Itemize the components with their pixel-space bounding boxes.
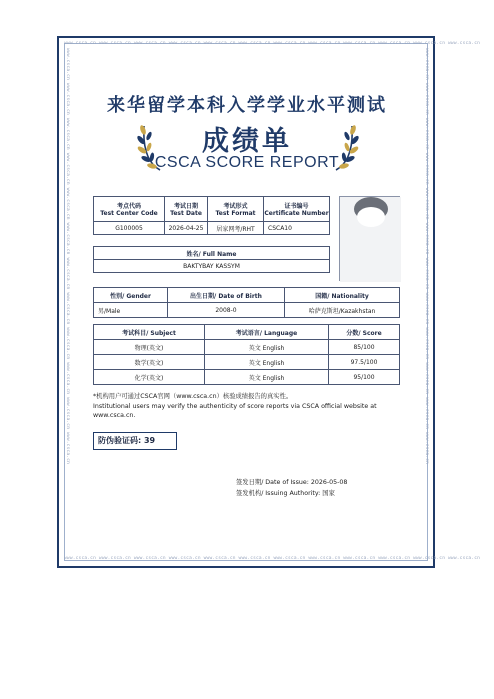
test-center-code-value: G100005 <box>94 222 165 235</box>
gender-value: 男/Male <box>94 303 168 318</box>
score-value: 97.5/100 <box>329 355 400 370</box>
watermark-bottom: www.csca.cn www.csca.cn www.csca.cn www.csca.cn www.csca.cn www.csca.cn www.csca.cn www.csca.cn www.csca.cn www.csca.cn www.csca.cn www.csca.cn <box>64 556 481 561</box>
scores-table <box>93 324 400 385</box>
subject-value: 物理(英文) <box>94 340 205 355</box>
watermark-top: www.csca.cn www.csca.cn www.csca.cn www.csca.cn www.csca.cn www.csca.cn www.csca.cn www.csca.cn www.csca.cn www.csca.cn www.csca.cn www.csca.cn <box>64 41 481 46</box>
candidate-photo <box>339 196 400 281</box>
header-test-format: 考试形式 Test Format <box>208 197 264 222</box>
title-chinese: 来华留学本科入学学业水平测试 <box>107 95 387 116</box>
header-gender: 性别/ Gender <box>94 288 168 303</box>
subject-value: 化学(英文) <box>94 370 205 385</box>
name-table <box>93 246 330 273</box>
personal-info-table <box>93 287 400 318</box>
header-language: 考试语言/ Language <box>205 325 329 340</box>
full-name-value: BAKTYBAY KASSYM <box>94 260 330 273</box>
test-date-value: 2026-04-25 <box>165 222 208 235</box>
anti-counterfeit-code: 防伪验证码: 39 <box>93 432 177 450</box>
score-value: 85/100 <box>329 340 400 355</box>
header-date-of-birth: 出生日期/ Date of Birth <box>168 288 285 303</box>
certificate-number-value: CSCA10 <box>264 222 330 235</box>
title-score-sheet: 成绩单 <box>202 126 292 157</box>
title-english: CSCA SCORE REPORT <box>154 154 340 171</box>
table-row <box>94 340 400 355</box>
language-value: 英文 English <box>205 340 329 355</box>
language-value: 英文 English <box>205 355 329 370</box>
score-value: 95/100 <box>329 370 400 385</box>
header-nationality: 国籍/ Nationality <box>285 288 400 303</box>
header-test-date: 考试日期 Test Date <box>165 197 208 222</box>
verification-note-en-line1: Institutional users may verify the authenticity of score reports via CSCA official website at <box>93 403 377 410</box>
issuing-authority: 签发机构/ Issuing Authority: 国家 <box>236 490 335 497</box>
verification-note-cn: *机构用户可通过CSCA官网（www.csca.cn）核验成绩报告的真实性。 <box>93 393 293 400</box>
watermark-left: www.csca.cn www.csca.cn www.csca.cn www.csca.cn www.csca.cn www.csca.cn www.csca.cn www.csca.cn www.csca.cn www.csca.cn www.csca.cn www.csca.cn <box>65 48 70 465</box>
header-full-name: 姓名/ Full Name <box>94 247 330 260</box>
verification-note-en <box>93 402 393 420</box>
nationality-value: 哈萨克斯坦/Kazakhstan <box>285 303 400 318</box>
header-subject: 考试科目/ Subject <box>94 325 205 340</box>
header-score: 分数/ Score <box>329 325 400 340</box>
watermark-right: www.csca.cn www.csca.cn www.csca.cn www.csca.cn www.csca.cn www.csca.cn www.csca.cn www.csca.cn www.csca.cn www.csca.cn www.csca.cn www.csca.cn <box>424 48 429 465</box>
header-test-center-code: 考点代码 Test Center Code <box>94 197 165 222</box>
issue-date: 签发日期/ Date of Issue: 2026-05-08 <box>236 479 348 486</box>
header-certificate-number: 证书编号 Certificate Number <box>264 197 330 222</box>
table-row <box>94 370 400 385</box>
language-value: 英文 English <box>205 370 329 385</box>
date-of-birth-value: 2008-0 <box>168 303 285 318</box>
subject-value: 数学(英文) <box>94 355 205 370</box>
exam-info-table <box>93 196 330 235</box>
test-format-value: 居家网考/RHT <box>208 222 264 235</box>
table-row <box>94 355 400 370</box>
verification-note-en-line2: www.csca.cn. <box>93 412 136 419</box>
